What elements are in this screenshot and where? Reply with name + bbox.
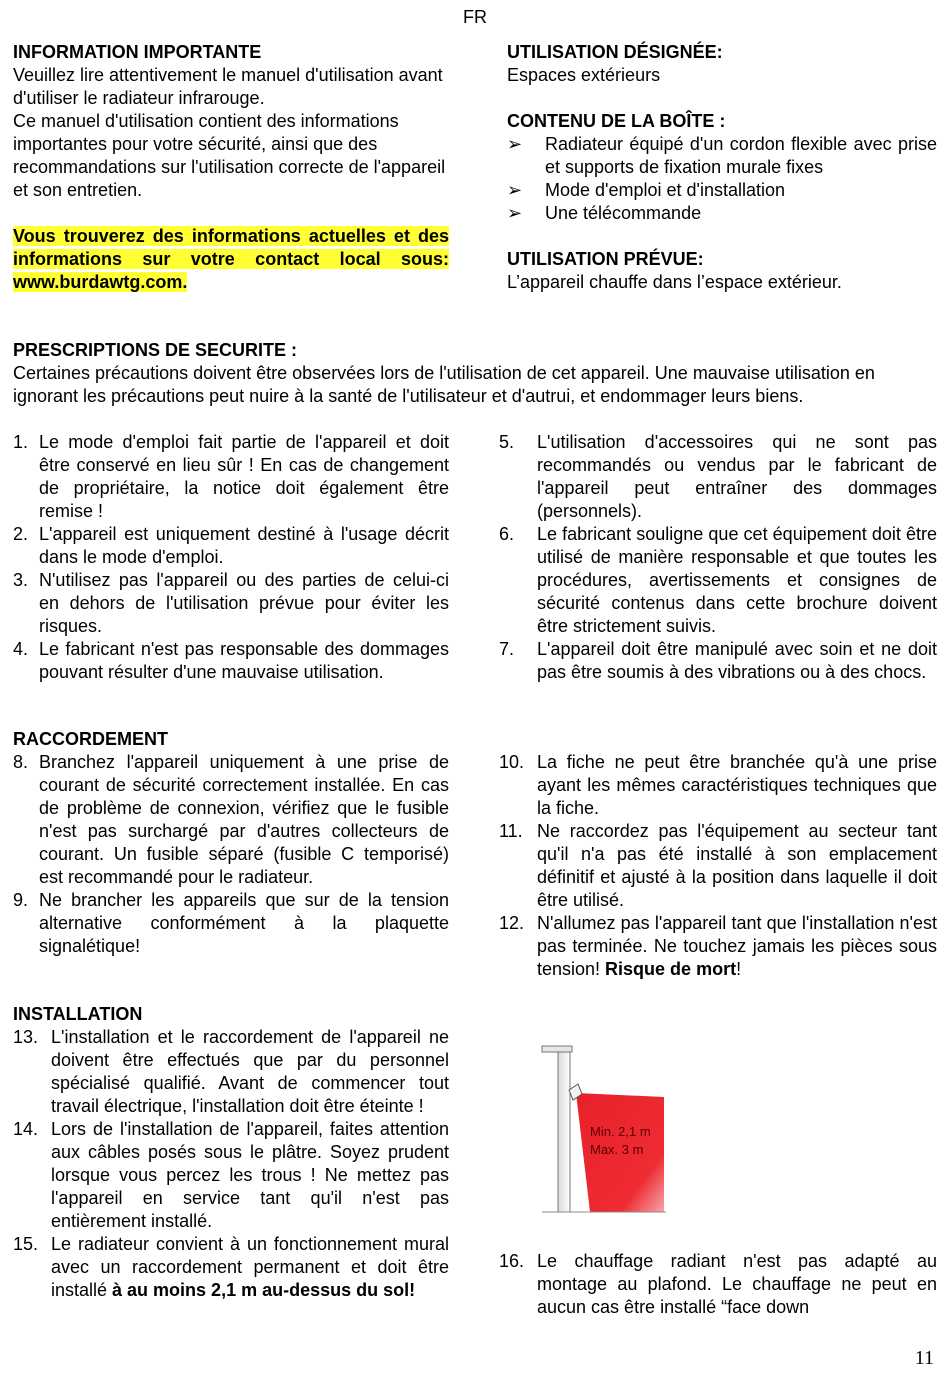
connection-list-right	[499, 751, 937, 981]
page-number: 11	[914, 1347, 934, 1369]
language-code: FR	[463, 7, 487, 27]
contact-highlight-text: Vous trouverez des informations actuelles et des informations sur votre contact local sous: www.burdawtg.com.	[13, 226, 449, 292]
list-item: ➢ Une télécommande	[507, 203, 702, 223]
connection-list-left	[13, 751, 449, 958]
list-item: ➢ Radiateur équipé d'un cordon flexible avec prise et supports de fixation murale fixes	[507, 134, 937, 177]
mounting-height-diagram	[538, 1040, 668, 1215]
list-item: ➢ Mode d'emploi et d'installation	[507, 180, 786, 200]
safety-intro: Certaines précautions doivent être observées lors de l'utilisation de cet appareil. Une mauvaise utilisation en ignorant les précautions peut nuire à la santé de l'utilisateur et d'autrui, et endommager leurs biens.	[13, 363, 875, 406]
installation-list-right	[499, 1250, 937, 1319]
safety-list-left	[13, 431, 449, 684]
safety-section	[13, 339, 937, 408]
list-item: 7. L'appareil doit être manipulé avec soin et ne doit pas être soumis à des vibrations ou à des chocs.	[499, 639, 937, 682]
usage-section	[507, 41, 937, 294]
connection-section	[13, 728, 449, 958]
installation-title: INSTALLATION	[13, 1004, 143, 1024]
list-item: 12. N'allumez pas l'appareil tant que l'installation n'est pas terminée. Ne touchez jamais les pièces sous tension! Risque de mort!	[499, 913, 937, 979]
safety-list-right	[499, 431, 937, 684]
list-item: 13. L'installation et le raccordement de l'appareil ne doivent être effectués que par du personnel spécialisé qualifié. Avant de commencer tout travail électrique, l'installation doit être éteinte !	[13, 1027, 449, 1116]
arrow-bullet-icon: ➢	[507, 180, 523, 200]
list-item: 8. Branchez l'appareil uniquement à une prise de courant de sécurité correctement installée. En cas de problème de connexion, vérifiez que le fusible n'est pas surchargé par d'autres collecteurs de courant. Un fusible séparé (fusible C temporisé) est recommandé pour le radiateur.	[13, 752, 449, 887]
box-contents-title: CONTENU DE LA BOÎTE :	[507, 111, 726, 131]
designated-use-title: UTILISATION DÉSIGNÉE:	[507, 42, 723, 62]
list-item: 2. L'appareil est uniquement destiné à l'usage décrit dans le mode d'emploi.	[13, 524, 449, 567]
installation-section	[13, 1003, 449, 1302]
list-item: 14. Lors de l'installation de l'appareil, faites attention aux câbles posés sous le plâtre. Soyez prudent lorsque vous percez les trous ! Ne mettez pas l'appareil en service tant qu'il n'est pas entièrement installé.	[13, 1119, 449, 1231]
contact-highlight	[13, 225, 449, 294]
list-item: 9. Ne brancher les appareils que sur de la tension alternative conformément à la plaquette signalétique!	[13, 890, 449, 956]
connection-title: RACCORDEMENT	[13, 729, 168, 749]
list-item: 3. N'utilisez pas l'appareil ou des parties de celui-ci en dehors de l'utilisation prévue pour éviter les risques.	[13, 570, 449, 636]
list-item: 4. Le fabricant n'est pas responsable des dommages pouvant résulter d'une mauvaise utilisation.	[13, 639, 449, 682]
installation-list-left	[13, 1026, 449, 1302]
arrow-bullet-icon: ➢	[507, 134, 523, 154]
important-info-title: INFORMATION IMPORTANTE	[13, 42, 262, 62]
list-item: 5. L'utilisation d'accessoires qui ne sont pas recommandés ou vendus par le fabricant de l'appareil peut entraîner des dommages (personnels).	[499, 432, 937, 521]
max-height-label: Max. 3 m	[590, 1142, 644, 1157]
min-height-label: Min. 2,1 m	[590, 1124, 651, 1139]
intended-use-title: UTILISATION PRÉVUE:	[507, 249, 704, 269]
box-contents-list	[507, 133, 937, 225]
intended-use-text: L’appareil chauffe dans l’espace extérieur.	[507, 272, 842, 292]
safety-title: PRESCRIPTIONS DE SECURITE :	[13, 340, 298, 360]
list-item: 11. Ne raccordez pas l'équipement au secteur tant qu'il n'a pas été installé à son emplacement définitif et ajusté à la position dans laquelle il doit être utilisé.	[499, 821, 937, 910]
arrow-bullet-icon: ➢	[507, 203, 523, 223]
important-info-p2: Ce manuel d'utilisation contient des informations importantes pour votre sécurité, ainsi que des recommandations sur l'utilisation correcte de l'appareil et son entretien.	[13, 111, 446, 200]
designated-use-text: Espaces extérieurs	[507, 65, 661, 85]
list-item: 10. La fiche ne peut être branchée qu'à une prise ayant les mêmes caractéristiques techniques que la fiche.	[499, 752, 937, 818]
list-item: 16. Le chauffage radiant n'est pas adapté au montage au plafond. Le chauffage ne peut en aucun cas être installé “face down	[499, 1251, 937, 1317]
list-item: 6. Le fabricant souligne que cet équipement doit être utilisé de manière responsable et que toutes les procédures, avertissements et consignes de sécurité contenus dans cette brochure doivent être strictement suivis.	[499, 524, 937, 636]
important-info-p1: Veuillez lire attentivement le manuel d'utilisation avant d'utiliser le radiateur infrarouge.	[13, 65, 443, 108]
list-item: 1. Le mode d'emploi fait partie de l'appareil et doit être conservé en lieu sûr ! En cas de changement de propriétaire, la notice doit également être remise !	[13, 432, 449, 521]
important-info-section	[13, 41, 449, 294]
list-item: 15. Le radiateur convient à un fonctionnement mural avec un raccordement permanent et doit être installé à au moins 2,1 m au-dessus du sol!	[13, 1234, 449, 1300]
